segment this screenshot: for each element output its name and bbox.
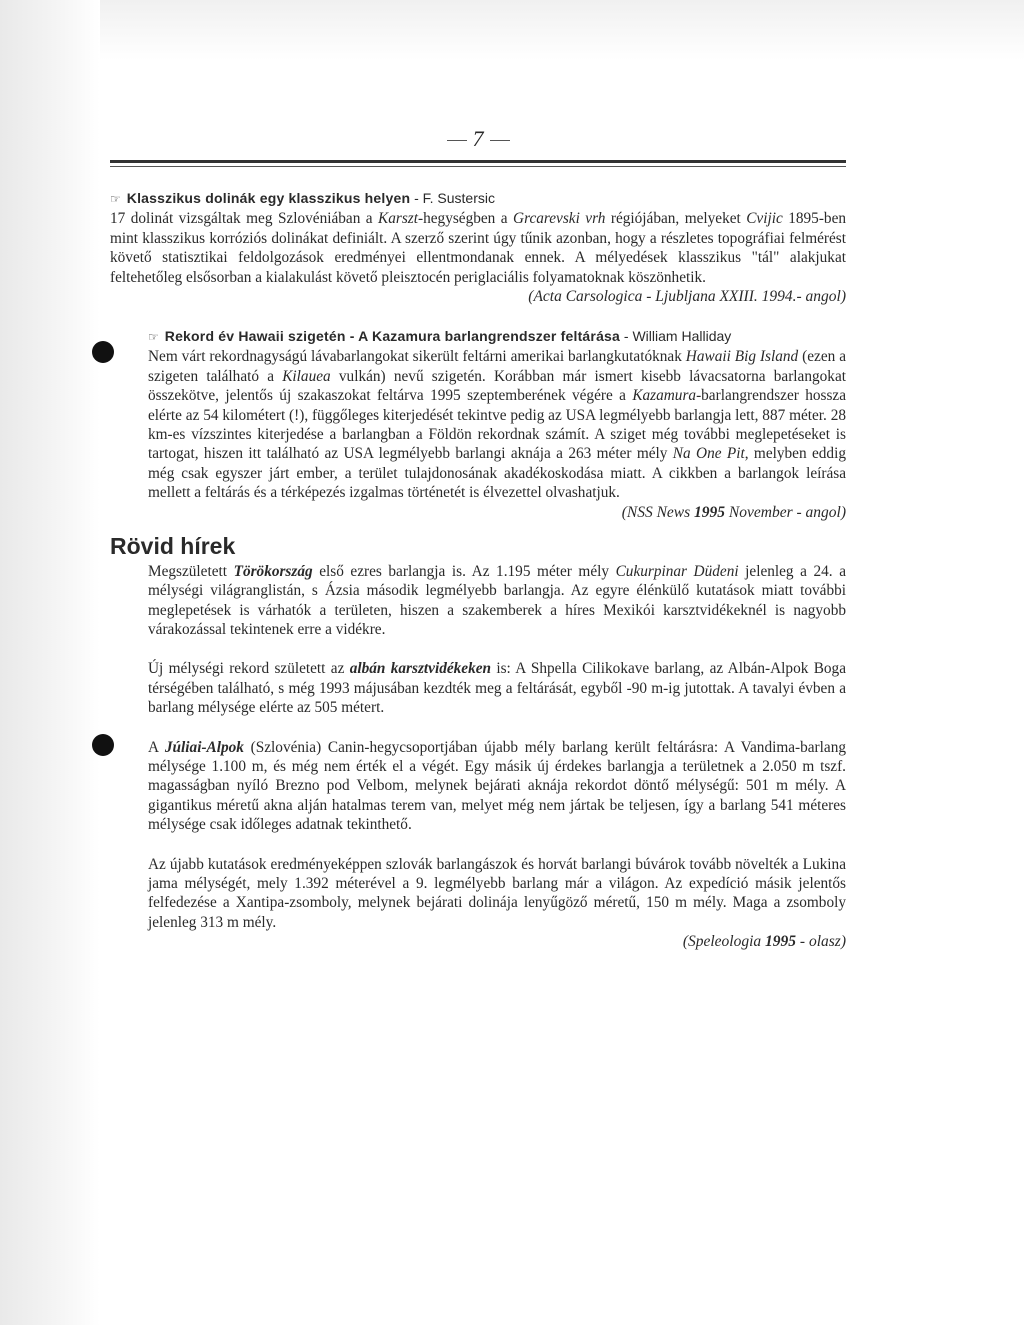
- scan-shade-top: [0, 0, 1024, 60]
- text-cukurpinar: Cukurpinar Düdeni: [615, 562, 739, 580]
- page-number: [110, 126, 846, 152]
- article-doline-author: - F. Sustersic: [414, 190, 495, 206]
- text: A: [148, 738, 165, 756]
- text-torokorszag: Törökország: [233, 562, 313, 580]
- text: Új mélységi rekord született az: [148, 660, 350, 678]
- news-lukina-jama: Az újabb kutatások eredményeképpen szlovák barlangászok és horvát barlangi búvárok tovább növelték a Lukina jama mélységét, mely 1.392 méterével a 9. legmélyebb barlang már a világon. Az expedíció másik jelentős felfedezése a Xantipa-zsomboly, melynek bejárati dolinája lenyűgöző méretű, 150 m mély. Maga a zsomboly jelenleg 313 m mély.: [148, 855, 846, 931]
- text-year: 1995: [765, 933, 797, 951]
- news-albania: [148, 659, 846, 717]
- news-julian-alps: [148, 738, 846, 835]
- scan-shade-left: [0, 0, 100, 1325]
- text-grcarevski: Grcarevski vrh: [513, 210, 606, 228]
- header-rule-thick: [110, 160, 846, 163]
- text-cvijic: Cvijic: [746, 210, 783, 228]
- text: - olasz): [796, 933, 846, 951]
- page-header: [110, 120, 846, 160]
- text-na-one-pit: Na One Pit: [672, 445, 745, 463]
- text-hawaii: Hawaii Big Island: [685, 348, 799, 366]
- article-doline-title: Klasszikus dolinák egy klasszikus helyen: [126, 190, 411, 206]
- bullet-dot-icon: [92, 341, 114, 363]
- pointing-hand-icon: ☞: [110, 192, 121, 206]
- text: vulkán) nevű szigetén. Korábban már ismert kisebb lávacsatorna barlangokat összekötve, jelentős új szakaszokat feltárva 1995 szeptemberének végére a: [148, 367, 846, 405]
- text: -barlangrendszer hossza elérte az 54 kilométert (!), függőleges kiterjedését tekintve pedig az USA legmélyebb barlangja lett, 887 méter. 28 km-es vízszintes kiterjedése a barlangban a Földön rekordnak számít. A sziget még további meglepetéseket is tartogat, hiszen itt található az USA legmélyebb barlangi aknája a 263 méter mély: [148, 387, 846, 463]
- text-year: 1995: [694, 503, 726, 521]
- article-hawaii-author: - William Halliday: [620, 328, 732, 345]
- section-heading-rovid-hirek: Rövid hírek: [110, 532, 236, 559]
- text: első ezres barlangja is. Az 1.195 méter mély: [312, 562, 616, 580]
- news-source: [148, 932, 846, 952]
- text: is: A Shpella Cilikokave barlang, az Albán-Alpok Boga térségében található, s még 1993 májusában kezdték meg a feltárását, egyből -90 m-ig jutottak. A tavalyi évben a barlang mélysége elérte az 505 métert.: [148, 660, 846, 717]
- text: (Speleologia: [682, 933, 766, 951]
- text-kazamura: Kazamura: [632, 387, 697, 405]
- dash-right: [490, 140, 510, 141]
- text: régiójában, melyeket: [605, 210, 747, 228]
- text-kilauea: Kilauea: [282, 367, 331, 385]
- page-number-value: 7: [472, 126, 484, 151]
- text: jelenleg a 24. a mélységi világranglistán, s Ázsia második legmélyebb barlangja. Az egyre élénkülő kutatások miatt további meglepetések is várhatók a területen, hiszen a szakemberek a híres Mexikói karsztvidékeknél is nagyobb várakozással tekintenek erre a vidékre.: [148, 562, 846, 638]
- text: (ezen a szigeten található a: [148, 348, 846, 385]
- news-list: [110, 562, 846, 953]
- pointing-hand-icon: ☞: [148, 330, 159, 345]
- article-hawaii-title: Rekord év Hawaii szigetén - A Kazamura barlangrendszer feltárása: [164, 328, 621, 345]
- text: -hegységben a: [418, 210, 514, 228]
- text: (Szlovénia) Canin-hegycsoportjában újabb mély barlang került feltárásra: A Vandima-barlang mélysége 1.100 m, és még nem érték el a végét. Egy másik új érdekes barlangja a területnek a 2.050 m tszf. magasságban nyíló Brezno pod Velbom, melynek bejárati aknája rekordot döntő mélységű: 501 m mély. A gigantikus méretű akna alján hatalmas terem van, melyet még nem jártak be teljesen, így a barlang 541 méteres mélysége csak időleges adatnak tekinthető.: [148, 738, 846, 834]
- text-alban: albán karsztvidékeken: [349, 660, 492, 678]
- text: November - angol): [725, 503, 846, 521]
- text: Nem várt rekordnagyságú lávabarlangokat sikerült feltárni amerikai barlangkutatóknak: [148, 348, 686, 366]
- text-juliai-alpok: Júliai-Alpok: [164, 738, 244, 756]
- news-turkey: [148, 562, 846, 640]
- article-doline-source: (Acta Carsologica - Ljubljana XXIII. 1994.- angol): [528, 288, 846, 306]
- article-hawaii-body: [110, 347, 846, 502]
- article-hawaii-header: [110, 327, 846, 347]
- text: 17 dolinát vizsgáltak meg Szlovéniában a: [110, 210, 379, 228]
- dash-left: [447, 140, 467, 141]
- text: , melyben eddig még csak egyszer járt ember, a terület tulajdonosának akadékoskodása miatt. A cikkben a barlangok leírása mellett a feltárás és a térképezés izgalmas történetét is élvezettel olvashatjuk.: [148, 445, 846, 502]
- article-doline-body: [110, 189, 846, 287]
- article-hawaii: [110, 327, 846, 523]
- text-karszt: Karszt: [378, 210, 419, 228]
- text: Megszületett: [148, 562, 234, 580]
- article-hawaii-source: [110, 503, 846, 523]
- article-doline: [110, 189, 846, 307]
- page: [110, 120, 846, 952]
- text: 1895-ben mint klasszikus korróziós dolinákat definiált. A szerző szerint úgy tűnik azonban, hogy a részletes topográfiai felmérést követő statisztikai feldolgozások eredményei ellentmondanak ennek. A mélyedések klasszikus "tál" alakjukat feltehetőleg elsősorban a kialakulást követő pleisztocén periglaciális folyamatoknak köszönhetik.: [110, 210, 847, 286]
- bullet-dot-icon: [92, 734, 114, 756]
- text: (NSS News: [621, 503, 695, 521]
